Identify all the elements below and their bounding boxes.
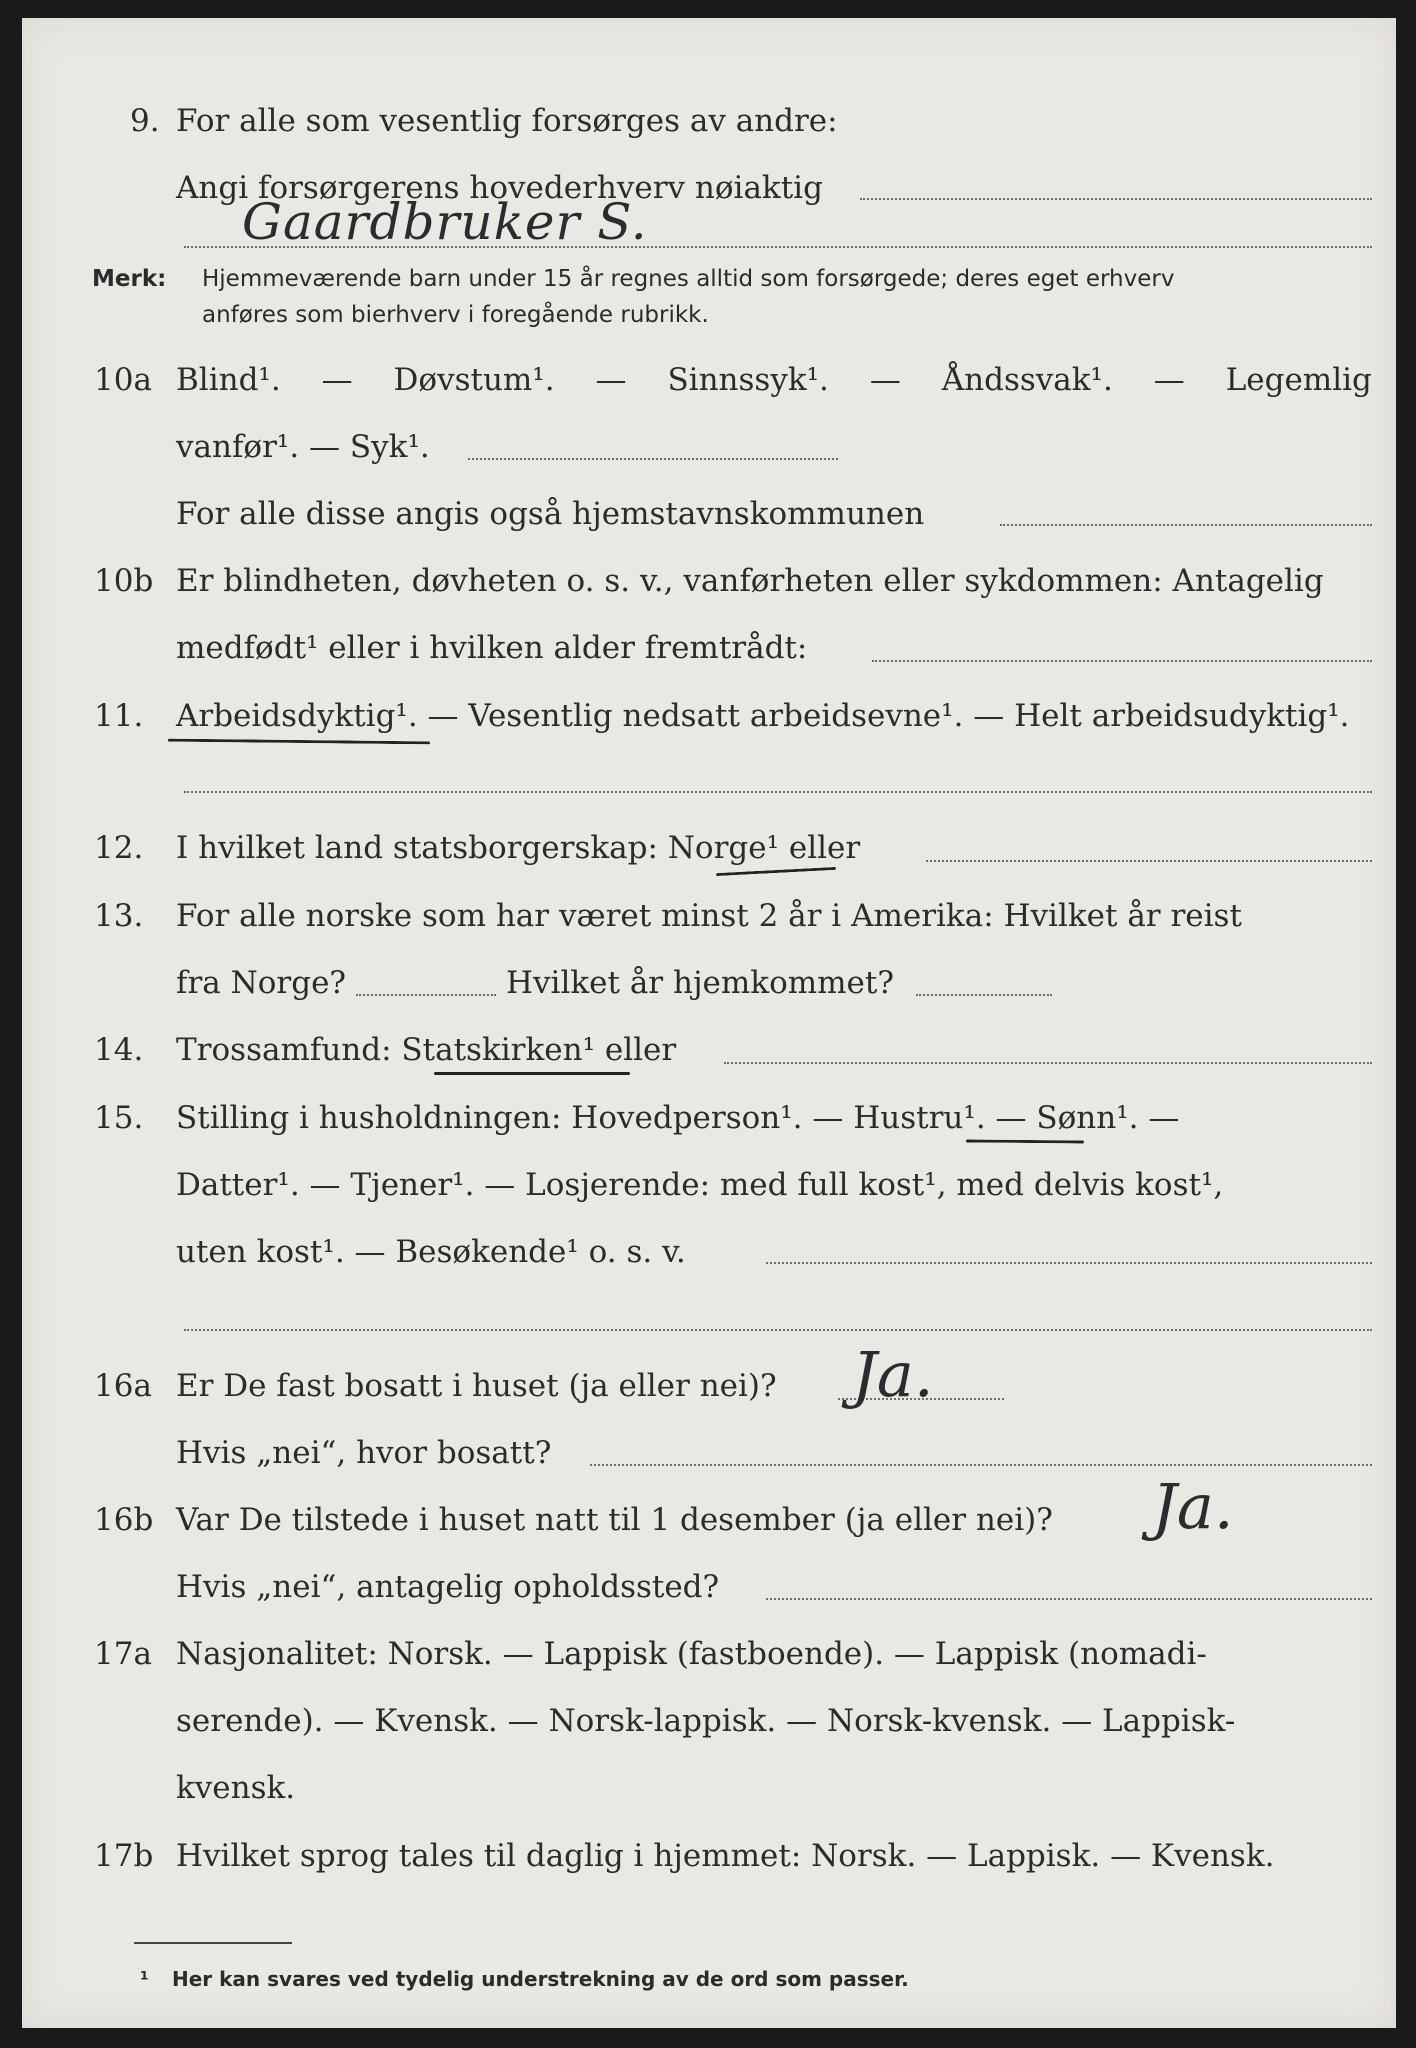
q16a-dotted-line-2 [590, 1464, 1372, 1466]
q10a-line3: For alle disse angis også hjemstavnskommunen [176, 496, 925, 532]
q9-answer-line [184, 246, 1372, 248]
q16b-line2: Hvis „nei“, antagelig opholdssted? [176, 1569, 720, 1605]
q15-line3: uten kost¹. — Besøkende¹ o. s. v. [176, 1234, 686, 1270]
q9-line2: Angi forsørgerens hovederhverv nøiaktig [176, 170, 823, 206]
q17b-line: 17b Hvilket sprog tales til daglig i hjemmet: Norsk. — Lappisk. — Kvensk. [22, 1826, 1396, 1886]
q11-option-arbeidsdyktig: Arbeidsdyktig¹. [176, 698, 418, 734]
q10a-line2: vanfør¹. — Syk¹. [176, 429, 430, 465]
q14-underline-mark [434, 1072, 630, 1075]
q16a-line1: 16a Er De fast bosatt i huset (ja eller nei)? [22, 1356, 1396, 1416]
q9-handwritten-answer: Gaardbruker S. [242, 193, 648, 251]
q10b-number: 10b [94, 563, 154, 599]
q10a-number: 10a [94, 362, 152, 398]
q15-line2: Datter¹. — Tjener¹. — Losjerende: med full kost¹, med delvis kost¹, [176, 1167, 1224, 1203]
q15-number: 15. [94, 1100, 144, 1136]
q16a-line2: Hvis „nei“, hvor bosatt? [176, 1435, 552, 1471]
q12-option-norge: Norge¹ [667, 830, 780, 866]
q10a-options: Blind¹. — Døvstum¹. — Sinnssyk¹. — Åndssvak¹. — Legemlig [176, 362, 1372, 398]
q16a-handwritten-answer: Ja. [852, 1338, 934, 1411]
q9-line1: 9. For alle som vesentlig forsørges av andre: [22, 91, 1396, 151]
footnote-text: Her kan svares ved tydelig understrekning av de ord som passer. [172, 1967, 909, 1991]
q17a-line3: kvensk. [176, 1770, 296, 1806]
footnote-mark: ¹ [140, 1967, 149, 1991]
q10a-dotted-line [468, 458, 838, 460]
q10b-line2: medfødt¹ eller i hvilken alder fremtrådt: [176, 630, 808, 666]
q13-line1: 13. For alle norske som har været minst 2 år i Amerika: Hvilket år reist [22, 886, 1396, 946]
q9-number: 9. [130, 103, 160, 139]
q15-dotted-line [766, 1262, 1372, 1264]
q12-number: 12. [94, 830, 144, 866]
q14-option-statskirken: Statskirken¹ [401, 1032, 595, 1068]
q16b-dotted-line [766, 1598, 1372, 1600]
q16a-number: 16a [94, 1368, 152, 1404]
merk-note-line2: anføres som bierhverv i foregående rubrikk. [202, 302, 709, 328]
q14-line: 14. Trossamfund: Statskirken¹ eller [22, 1020, 1396, 1080]
census-form-page [22, 18, 1396, 2028]
q11-line: 11. Arbeidsdyktig¹. — Vesentlig nedsatt arbeidsevne¹. — Helt arbeidsudyktig¹. [22, 686, 1396, 746]
q17a-line1: 17a Nasjonalitet: Norsk. — Lappisk (fastboende). — Lappisk (nomadi- [22, 1624, 1396, 1684]
q10a-line1 [22, 350, 1396, 410]
merk-note-line1: Merk: Hjemmeværende barn under 15 år regnes alltid som forsørgede; deres eget erhverv [92, 266, 1175, 292]
q9-dotted-line [860, 198, 1372, 200]
q16b-handwritten-answer: Ja. [1152, 1470, 1234, 1543]
q10b-dotted-line [872, 660, 1372, 662]
q13-dotted-line-1 [356, 994, 496, 996]
q12-dotted-line [926, 860, 1372, 862]
q11-number: 11. [94, 698, 144, 734]
q14-number: 14. [94, 1032, 144, 1068]
q15-option-hustru: Hustru¹. [853, 1100, 986, 1136]
q17a-number: 17a [94, 1636, 152, 1672]
q16b-number: 16b [94, 1502, 154, 1538]
q13-number: 13. [94, 898, 144, 934]
q15-dotted-line-2 [184, 1329, 1372, 1331]
footnote-rule [134, 1942, 292, 1944]
q13-dotted-line-2 [916, 994, 1052, 996]
q17b-number: 17b [94, 1838, 154, 1874]
q10a-dotted-line-2 [1000, 524, 1372, 526]
q15-line1: 15. Stilling i husholdningen: Hovedperson¹. — Hustru¹. — Sønn¹. — [22, 1088, 1396, 1148]
q17a-line2: serende). — Kvensk. — Norsk-lappisk. — Norsk-kvensk. — Lappisk- [176, 1703, 1236, 1739]
q12-line: 12. I hvilket land statsborgerskap: Norge¹ eller [22, 818, 1396, 878]
q13-line2: fra Norge? Hvilket år hjemkommet? [176, 965, 894, 1001]
q14-dotted-line [724, 1062, 1372, 1064]
q11-dotted-line [184, 791, 1372, 793]
q16b-line1: 16b Var De tilstede i huset natt til 1 desember (ja eller nei)? [22, 1490, 1396, 1550]
q10b-line1: 10b Er blindheten, døvheten o. s. v., vanførheten eller sykdommen: Antagelig [22, 551, 1396, 611]
